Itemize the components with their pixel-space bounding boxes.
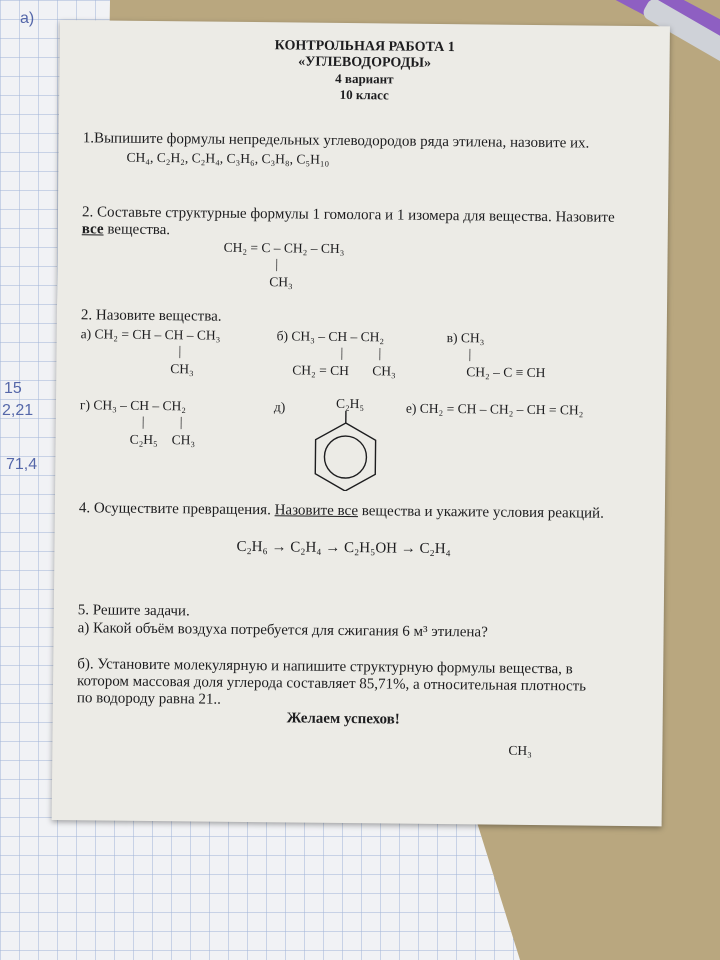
notebook-note: а) xyxy=(20,10,35,27)
closing-wish: Желаем успехов! xyxy=(286,710,400,728)
grade-label: 10 класс xyxy=(339,86,389,103)
question-3-heading: 2. Назовите вещества. xyxy=(80,307,222,325)
formula-g: г) CH₃ – CH – CH₂ xyxy=(79,397,187,414)
stray-formula: CH₃ xyxy=(508,742,532,758)
bond-line: | xyxy=(141,413,145,429)
notebook-note: 2,21 xyxy=(2,402,34,419)
formula-d-substituent: C₂H₅ xyxy=(335,395,365,412)
formula-branch: CH₃ xyxy=(269,274,293,290)
bond-line: | xyxy=(179,414,183,430)
bond-line: | xyxy=(378,345,382,361)
question-4-text-end: вещества и укажите условия реакций. xyxy=(361,503,604,522)
question-2-text-line2 xyxy=(82,221,170,239)
notebook-note: 15 xyxy=(4,380,22,397)
formula-v-bottom: CH₂ – C ≡ CH xyxy=(466,364,546,381)
page-title: КОНТРОЛЬНАЯ РАБОТА 1 xyxy=(274,38,455,56)
reaction-chain: C₂H₆ → C₂H₄ → C₂H₅OH → C₂H₄ xyxy=(236,538,451,558)
question-5-heading: 5. Решите задачи. xyxy=(77,602,190,620)
formula-d-label: д) xyxy=(273,399,286,415)
formula-chain: CH₂ = C – CH₂ – CH₃ xyxy=(223,239,345,256)
question-5a-text: а) Какой объём воздуха потребуется для сжигания 6 м³ этилена? xyxy=(77,620,488,641)
formula-b: б) CH₃ – CH – CH₂ xyxy=(276,328,385,345)
bond-line: | xyxy=(340,344,344,360)
question-5b-line2: котором массовая доля углерода составляет 85,71%, а относительная плотность xyxy=(76,673,587,695)
question-4-underlined: Назовите все xyxy=(274,502,359,520)
bond-line: | xyxy=(468,346,472,362)
test-sheet xyxy=(52,20,670,826)
question-4-text xyxy=(79,500,604,522)
formula-e: е) CH₂ = CH – CH₂ – CH = CH₂ xyxy=(405,400,584,418)
notebook-note: 71,4 xyxy=(6,456,38,473)
formula-v-top: в) CH₃ xyxy=(446,330,485,346)
emphasis-all: все xyxy=(81,221,104,238)
formula-b-bottom: CH₂ = CH xyxy=(292,362,350,379)
question-1-formulas: CH₄, C₂H₂, C₂H₄, C₃H₆, C₃H₈, C₅H₁₀ xyxy=(126,149,330,167)
bond-line: | xyxy=(275,256,279,272)
formula-g-branch2: CH₃ xyxy=(171,432,196,448)
formula-b-branch: CH₃ xyxy=(372,363,396,379)
question-2-text-end: вещества. xyxy=(107,221,171,239)
question-2-text: 2. Составьте структурные формулы 1 гомолога и 1 изомера для вещества. Назовите xyxy=(81,204,615,226)
question-5b-line1: б). Установите молекулярную и напишите структурную формулы вещества, в xyxy=(77,656,573,678)
variant-label: 4 вариант xyxy=(335,70,394,87)
formula-g-branch1: C₂H₅ xyxy=(129,431,158,448)
question-4-text-start: 4. Осуществите превращения. xyxy=(78,500,271,519)
question-1-text: 1.Выпишите формулы непредельных углеводородов ряда этилена, назовите их. xyxy=(82,130,590,152)
bond-line: | xyxy=(178,343,182,359)
question-5b-line3: по водороду равна 21.. xyxy=(76,690,222,708)
benzene-ring-icon xyxy=(307,411,384,492)
page-subtitle: «УГЛЕВОДОРОДЫ» xyxy=(298,54,432,71)
formula-a-branch: CH₃ xyxy=(170,361,194,377)
formula-a: а) CH₂ = CH – CH – CH₃ xyxy=(80,326,221,343)
